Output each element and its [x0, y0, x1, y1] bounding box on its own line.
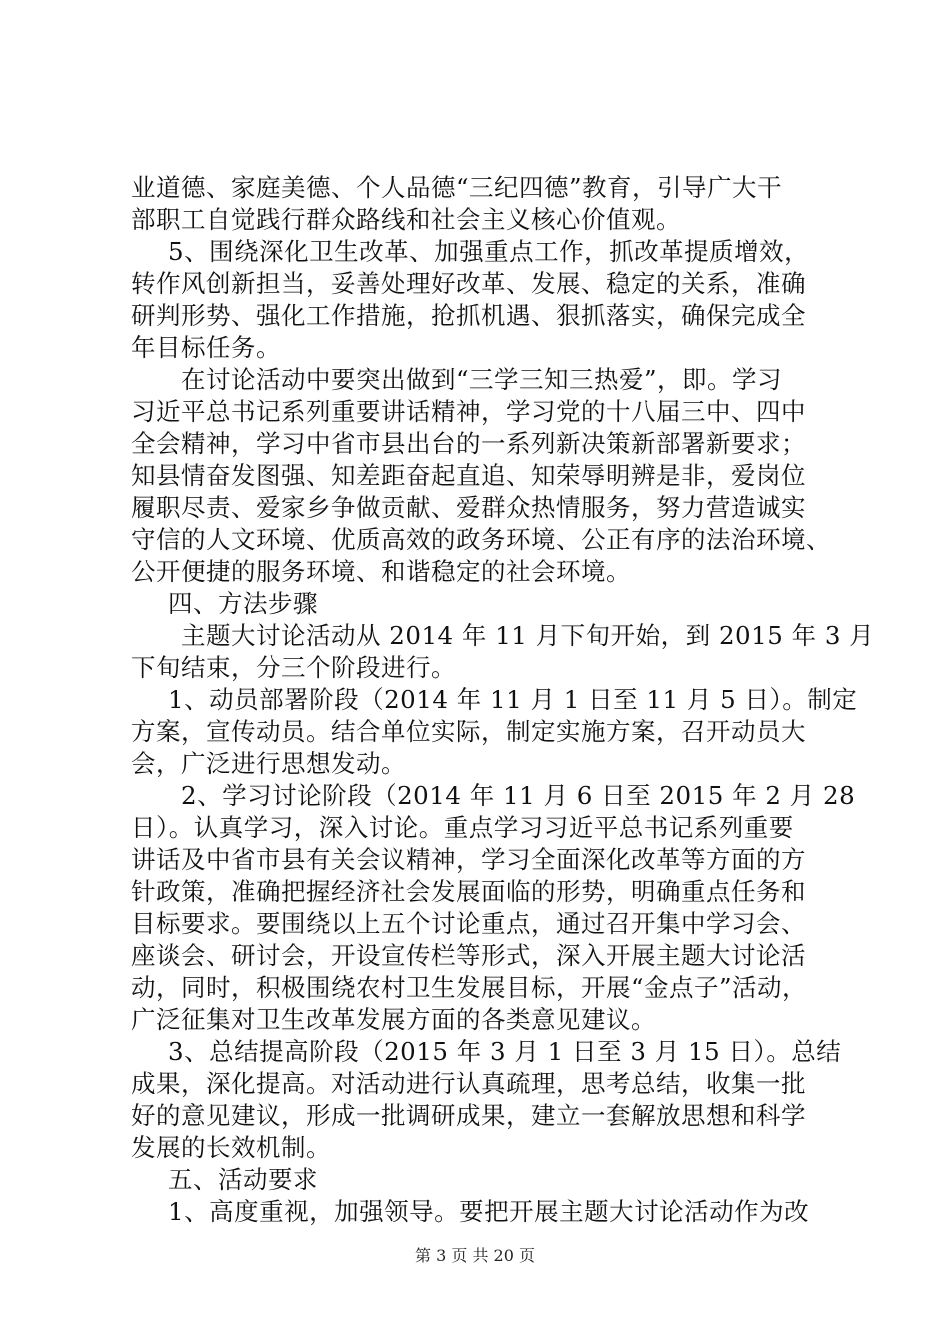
text-line: 1、高度重视，加强领导。要把开展主题大讨论活动作为改	[168, 1197, 810, 1226]
section-heading: 五、活动要求	[168, 1165, 318, 1194]
text-line: 在讨论活动中要突出做到“三学三知三热爱”，即。学习	[181, 365, 783, 394]
text-line: 2、学习讨论阶段（2014 年 11 月 6 日至 2015 年 2 月 28	[181, 781, 856, 810]
section-heading: 四、方法步骤	[168, 589, 318, 618]
text-line: 下旬结束，分三个阶段进行。	[131, 653, 456, 682]
text-line: 转作风创新担当，妥善处理好改革、发展、稳定的关系，准确	[131, 269, 806, 298]
text-line: 部职工自觉践行群众路线和社会主义核心价值观。	[131, 205, 681, 234]
text-line: 守信的人文环境、优质高效的政务环境、公正有序的法治环境、	[131, 525, 831, 554]
text-line: 座谈会、研讨会，开设宣传栏等形式，深入开展主题大讨论活	[131, 941, 806, 970]
text-line: 主题大讨论活动从 2014 年 11 月下旬开始，到 2015 年 3 月	[181, 621, 875, 650]
text-line: 年目标任务。	[131, 333, 281, 362]
text-line: 目标要求。要围绕以上五个讨论重点，通过召开集中学习会、	[131, 909, 806, 938]
text-line: 业道德、家庭美德、个人品德“三纪四德”教育，引导广大干	[131, 173, 783, 202]
text-line: 履职尽责、爱家乡争做贡献、爱群众热情服务，努力营造诚实	[131, 493, 806, 522]
document-body	[131, 172, 875, 1228]
text-line: 公开便捷的服务环境、和谐稳定的社会环境。	[131, 557, 631, 586]
text-line: 知县情奋发图强、知差距奋起直追、知荣辱明辨是非，爱岗位	[131, 461, 806, 490]
text-line: 日）。认真学习，深入讨论。重点学习习近平总书记系列重要	[131, 813, 794, 842]
text-line: 广泛征集对卫生改革发展方面的各类意见建议。	[131, 1005, 656, 1034]
text-line: 成果，深化提高。对活动进行认真疏理，思考总结，收集一批	[131, 1069, 806, 1098]
page-footer: 第 3 页 共 20 页	[415, 1246, 535, 1265]
text-line: 好的意见建议，形成一批调研成果，建立一套解放思想和科学	[131, 1101, 806, 1130]
text-line: 全会精神，学习中省市县出台的一系列新决策新部署新要求；	[131, 429, 806, 458]
text-line: 研判形势、强化工作措施，抢抓机遇、狠抓落实，确保完成全	[131, 301, 806, 330]
text-line: 习近平总书记系列重要讲话精神，学习党的十八届三中、四中	[131, 397, 806, 426]
text-line: 发展的长效机制。	[131, 1133, 331, 1162]
text-line: 动，同时，积极围绕农村卫生发展目标，开展“金点子”活动，	[131, 973, 808, 1002]
text-line: 会，广泛进行思想发动。	[131, 749, 406, 778]
text-line: 1、动员部署阶段（2014 年 11 月 1 日至 11 月 5 日）。制定	[168, 685, 858, 714]
text-line: 方案，宣传动员。结合单位实际，制定实施方案，召开动员大	[131, 717, 806, 746]
text-line: 5、围绕深化卫生改革、加强重点工作，抓改革提质增效，	[168, 237, 810, 266]
text-line: 讲话及中省市县有关会议精神，学习全面深化改革等方面的方	[131, 845, 806, 874]
text-line: 针政策，准确把握经济社会发展面临的形势，明确重点任务和	[131, 877, 806, 906]
text-line: 3、总结提高阶段（2015 年 3 月 1 日至 3 月 15 日）。总结	[168, 1037, 842, 1066]
